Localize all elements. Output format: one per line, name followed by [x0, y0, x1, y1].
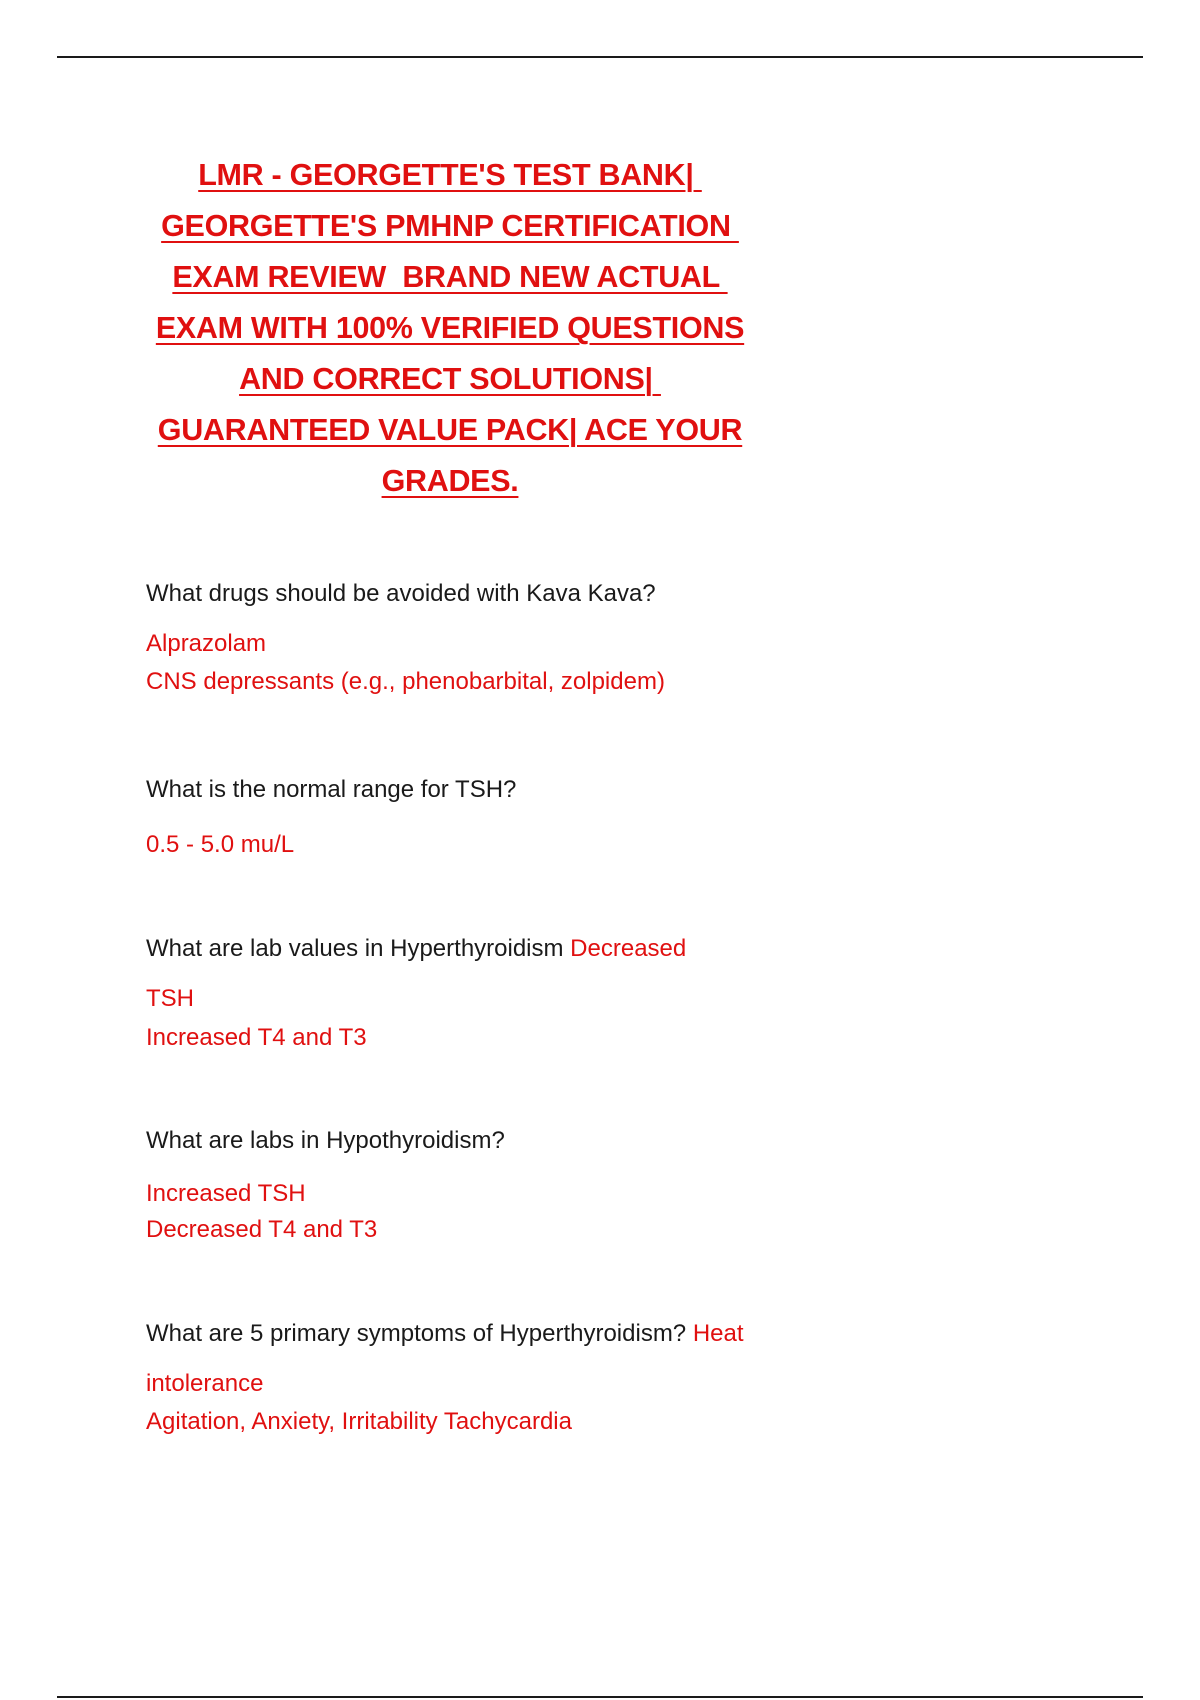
question-text: What are labs in Hypothyroidism?: [146, 1127, 505, 1154]
inline-answer-text: Decreased: [570, 935, 687, 962]
footer-rule: [57, 1696, 1143, 1698]
answer-text: 0.5 - 5.0 mu/L: [146, 831, 295, 858]
document-title: [140, 150, 760, 507]
question-text: What is the normal range for TSH?: [146, 776, 517, 803]
question-text: What are 5 primary symptoms of Hyperthyroidism? Heat: [146, 1320, 744, 1347]
answer-text: TSH: [146, 985, 194, 1012]
answer-text: Agitation, Anxiety, Irritability Tachycardia: [146, 1408, 572, 1435]
answer-text: intolerance: [146, 1370, 264, 1397]
title-line: GUARANTEED VALUE PACK| ACE YOUR: [157, 413, 743, 447]
answer-text: CNS depressants (e.g., phenobarbital, zolpidem): [146, 668, 665, 695]
title-line: AND CORRECT SOLUTIONS|: [239, 362, 661, 396]
inline-answer-text: Heat: [692, 1320, 744, 1347]
title-line: GEORGETTE'S PMHNP CERTIFICATION: [161, 209, 739, 243]
title-line: EXAM WITH 100% VERIFIED QUESTIONS: [155, 311, 745, 345]
title-line: EXAM REVIEW BRAND NEW ACTUAL: [172, 260, 728, 294]
answer-text: Increased TSH: [146, 1180, 306, 1207]
title-line: GRADES.: [381, 464, 519, 498]
answer-text: Decreased T4 and T3: [146, 1216, 378, 1243]
answer-text: Increased T4 and T3: [146, 1024, 367, 1051]
header-rule: [57, 56, 1143, 58]
title-line: LMR - GEORGETTE'S TEST BANK|: [198, 158, 702, 192]
question-text: What drugs should be avoided with Kava Kava?: [146, 580, 656, 607]
question-text: What are lab values in Hyperthyroidism Decreased: [146, 935, 687, 962]
answer-text: Alprazolam: [146, 630, 267, 657]
